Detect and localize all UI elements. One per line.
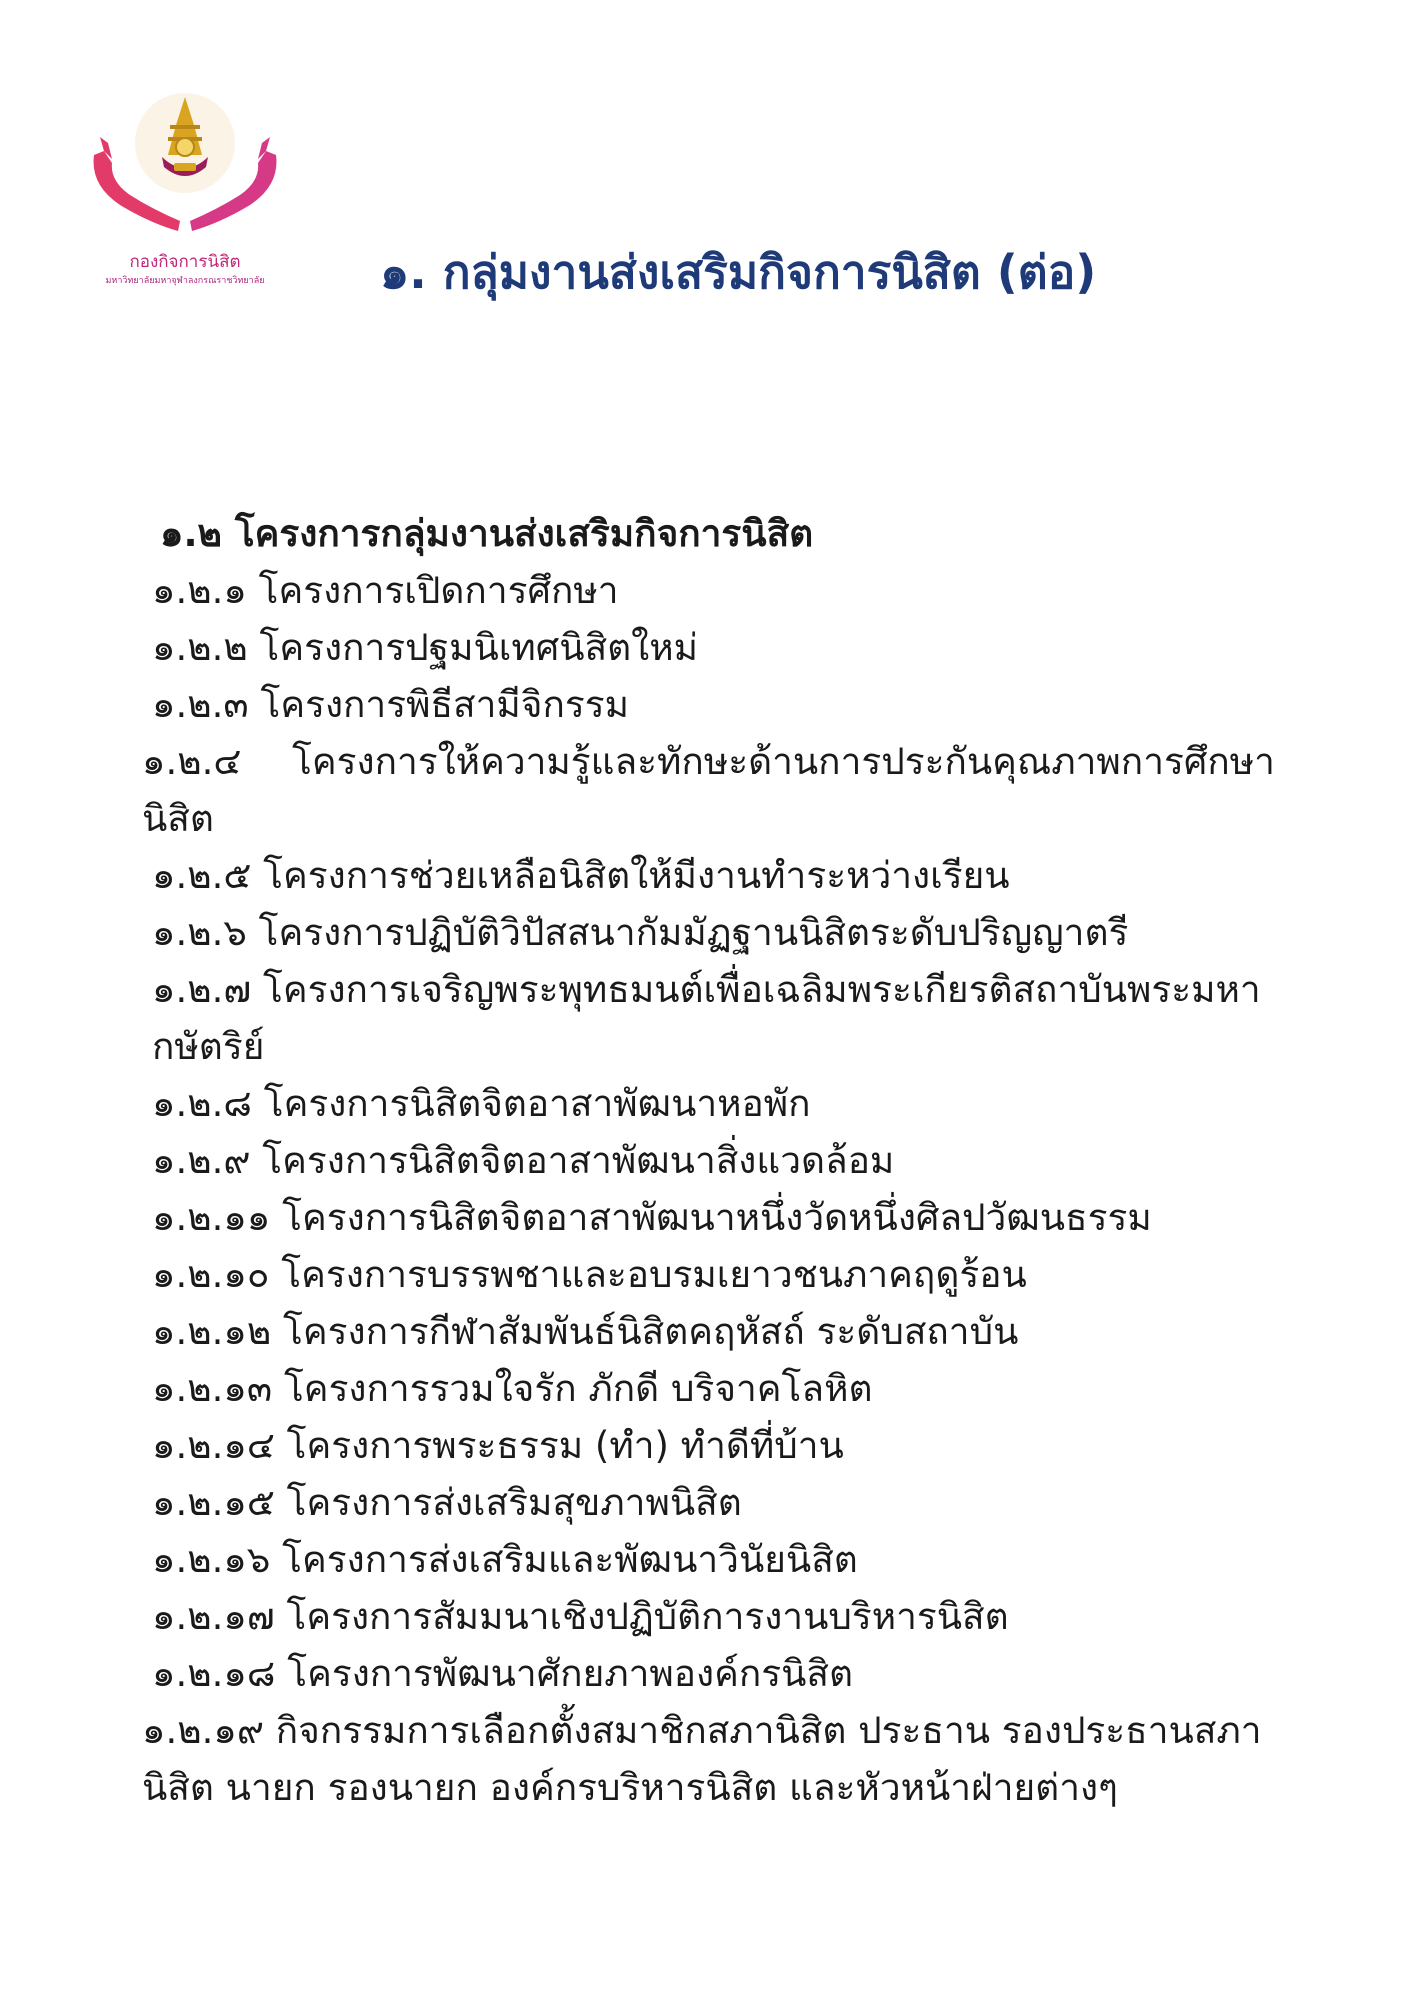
list-item: ๑.๒.๘ โครงการนิสิตจิตอาสาพัฒนาหอพัก — [152, 1082, 811, 1125]
list-item: ๑.๒.๑๗ โครงการสัมมนาเชิงปฏิบัติการงานบริหารนิสิต — [152, 1595, 1009, 1638]
list-item: ๑.๒.๑๔ โครงการพระธรรม (ทำ) ทำดีที่บ้าน — [152, 1424, 844, 1467]
logo-graphic — [90, 85, 280, 250]
list-item: ๑.๒.๖ โครงการปฏิบัติวิปัสสนากัมมัฏฐานนิสิตระดับปริญญาตรี — [152, 911, 1129, 954]
section-heading: ๑.๒ โครงการกลุ่มงานส่งเสริมกิจการนิสิต — [160, 512, 814, 555]
list-item: ๑.๒.๑๘ โครงการพัฒนาศักยภาพองค์กรนิสิต — [152, 1652, 854, 1695]
list-item: ๑.๒.๑๖ โครงการส่งเสริมและพัฒนาวินัยนิสิต — [152, 1538, 858, 1581]
page-title: ๑. กลุ่มงานส่งเสริมกิจการนิสิต (ต่อ) — [380, 245, 1097, 299]
list-item: ๑.๒.๑๑ โครงการนิสิตจิตอาสาพัฒนาหนึ่งวัดหนึ่งศิลปวัฒนธรรม — [152, 1196, 1152, 1239]
list-item-number: ๑.๒.๔ — [142, 740, 242, 783]
list-item-text: โครงการให้ความรู้และทักษะด้านการประกันคุณภาพการศึกษานิสิต — [142, 740, 1275, 840]
list-item: ๑.๒.๑๕ โครงการส่งเสริมสุขภาพนิสิต — [152, 1481, 742, 1524]
list-item: ๑.๒.๑๒ โครงการกีฬาสัมพันธ์นิสิตคฤหัสถ์ ระดับสถาบัน — [152, 1310, 1019, 1353]
list-item: ๑.๒.๒ โครงการปฐมนิเทศนิสิตใหม่ — [152, 626, 699, 669]
list-item: ๑.๒.๕ โครงการช่วยเหลือนิสิตให้มีงานทำระหว่างเรียน — [152, 854, 1010, 897]
logo-subtitle: มหาวิทยาลัยมหาจุฬาลงกรณราชวิทยาลัย — [105, 276, 265, 286]
list-item: ๑.๒.๑๙ กิจกรรมการเลือกตั้งสมาชิกสภานิสิต ประธาน รองประธานสภานิสิต นายก รองนายก องค์กรบริหารนิสิต และหัวหน้าฝ่ายต่างๆ — [142, 1709, 1262, 1809]
list-item: ๑.๒.๑ โครงการเปิดการศึกษา — [152, 569, 619, 612]
project-list — [142, 505, 1342, 1816]
list-item: ๑.๒.๓ โครงการพิธีสามีจิกรรม — [152, 683, 630, 726]
list-item: ๑.๒.๗ โครงการเจริญพระพุทธมนต์เพื่อเฉลิมพระเกียรติสถาบันพระมหากษัตริย์ — [152, 968, 1261, 1068]
logo — [90, 85, 280, 300]
list-item: ๑.๒.๙ โครงการนิสิตจิตอาสาพัฒนาสิ่งแวดล้อม — [152, 1139, 895, 1182]
list-item: ๑.๒.๑๓ โครงการรวมใจรัก ภักดี บริจาคโลหิต — [152, 1367, 873, 1410]
list-item — [142, 733, 1332, 847]
list-item: ๑.๒.๑๐ โครงการบรรพชาและอบรมเยาวชนภาคฤดูร้อน — [152, 1253, 1027, 1296]
logo-name: กองกิจการนิสิต — [129, 252, 241, 272]
